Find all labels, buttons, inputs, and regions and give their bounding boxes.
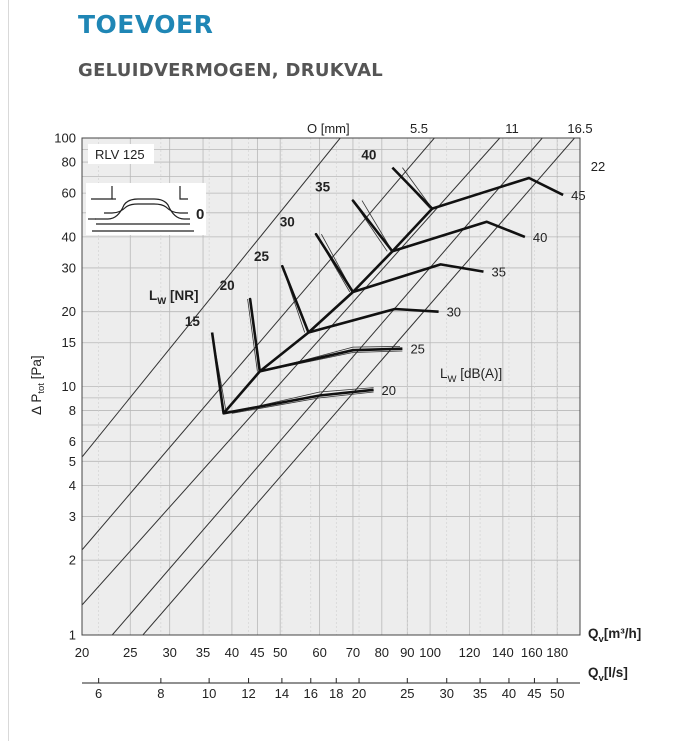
x-tick-label-ls: 45	[527, 686, 542, 701]
nr-label: 15	[184, 314, 200, 330]
x-tick-label-m3h: 50	[272, 645, 288, 660]
x-axis-label-ls: $Q_v[l/s]$	[588, 665, 628, 684]
y-tick-label: 40	[61, 229, 76, 245]
y-tick-label: 20	[61, 304, 76, 320]
y-tick-label: 30	[61, 260, 76, 276]
nr-label: 35	[315, 179, 331, 195]
y-tick-label: 80	[61, 154, 76, 170]
y-tick-label: 8	[68, 403, 76, 419]
x-tick-label-ls: 40	[501, 686, 517, 701]
opening-label: 5.5	[409, 121, 429, 136]
x-axis-label-m3h: $Q_v[m^3/h]$	[588, 626, 642, 645]
x-tick-label-m3h: 160	[520, 645, 543, 660]
x-tick-label-m3h: 40	[224, 645, 240, 660]
y-tick-label: 60	[61, 185, 76, 201]
y-tick-label: 15	[61, 335, 76, 351]
opening-label: 22	[590, 159, 606, 174]
x-tick-label-m3h: 45	[250, 645, 265, 660]
x-tick-label-ls: 16	[303, 686, 319, 701]
dba-series-label: 20	[381, 382, 397, 398]
x-tick-label-ls: 20	[351, 686, 367, 701]
y-tick-label: 3	[68, 508, 76, 524]
opening-label: 0	[196, 206, 205, 223]
y-axis	[29, 131, 76, 643]
x-tick-label-ls: 50	[549, 686, 565, 701]
dba-series-label: 30	[446, 304, 462, 320]
x-tick-labels-ls	[95, 678, 564, 701]
x-tick-labels-m3h	[75, 645, 568, 660]
top-axis-label: O [mm]	[307, 121, 350, 136]
y-tick-label: 100	[54, 130, 76, 146]
x-tick-label-ls: 8	[157, 686, 165, 701]
nr-label: 20	[219, 277, 235, 293]
x-tick-label-ls: 18	[329, 686, 344, 701]
y-tick-labels	[54, 131, 76, 643]
x-tick-label-ls: 30	[439, 686, 454, 701]
y-tick-label: 4	[68, 477, 76, 493]
x-tick-label-m3h: 25	[123, 645, 138, 660]
x-tick-label-ls: 35	[472, 686, 488, 701]
page-title: TOEVOER	[78, 10, 214, 39]
x-tick-label-m3h: 35	[195, 645, 211, 660]
x-tick-label-m3h: 100	[419, 645, 441, 660]
x-tick-label-ls: 6	[95, 686, 103, 701]
y-tick-label: 2	[68, 552, 76, 568]
x-tick-label-m3h: 70	[345, 645, 361, 660]
model-label-box	[88, 144, 154, 164]
x-tick-label-m3h: 180	[546, 645, 569, 660]
nr-label: 40	[361, 147, 377, 163]
x-tick-label-m3h: 20	[74, 645, 90, 660]
nr-label: 25	[254, 248, 270, 264]
dba-series-label: 40	[532, 229, 548, 245]
x-tick-label-m3h: 140	[492, 645, 514, 660]
nr-legend-label: $L_W$ [NR]	[149, 288, 199, 307]
dba-series-label: 25	[410, 341, 425, 357]
x-tick-label-m3h: 90	[400, 645, 415, 660]
x-tick-label-ls: 10	[201, 686, 217, 701]
y-tick-label: 5	[68, 453, 76, 469]
model-label: RLV 125	[95, 147, 145, 162]
x-tick-label-ls: 25	[400, 686, 415, 701]
opening-label: 11	[505, 121, 519, 136]
grille-diagram	[86, 183, 206, 235]
x-tick-label-m3h: 120	[458, 645, 481, 660]
x-tick-label-m3h: 30	[162, 645, 177, 660]
x-tick-label-ls: 14	[274, 686, 290, 701]
x-tick-label-m3h: 80	[374, 645, 390, 660]
nr-label: 30	[279, 214, 295, 230]
dba-legend-label: $L_W$ [dB(A)]	[440, 366, 503, 385]
opening-label: 16.5	[567, 121, 593, 136]
y-tick-label: 6	[68, 434, 76, 450]
y-tick-label: 10	[61, 379, 76, 394]
x-tick-label-m3h: 60	[312, 645, 327, 660]
dba-series-label: 45	[571, 187, 586, 203]
y-axis-label: ∆ $P_{tot}$ [Pa]	[29, 355, 47, 415]
x-tick-label-ls: 12	[241, 686, 256, 701]
dba-series-label: 35	[491, 264, 506, 280]
y-tick-label: 1	[68, 627, 76, 643]
x-axis-ls	[82, 665, 628, 701]
page-subtitle: GELUIDVERMOGEN, DRUKVAL	[78, 60, 384, 81]
